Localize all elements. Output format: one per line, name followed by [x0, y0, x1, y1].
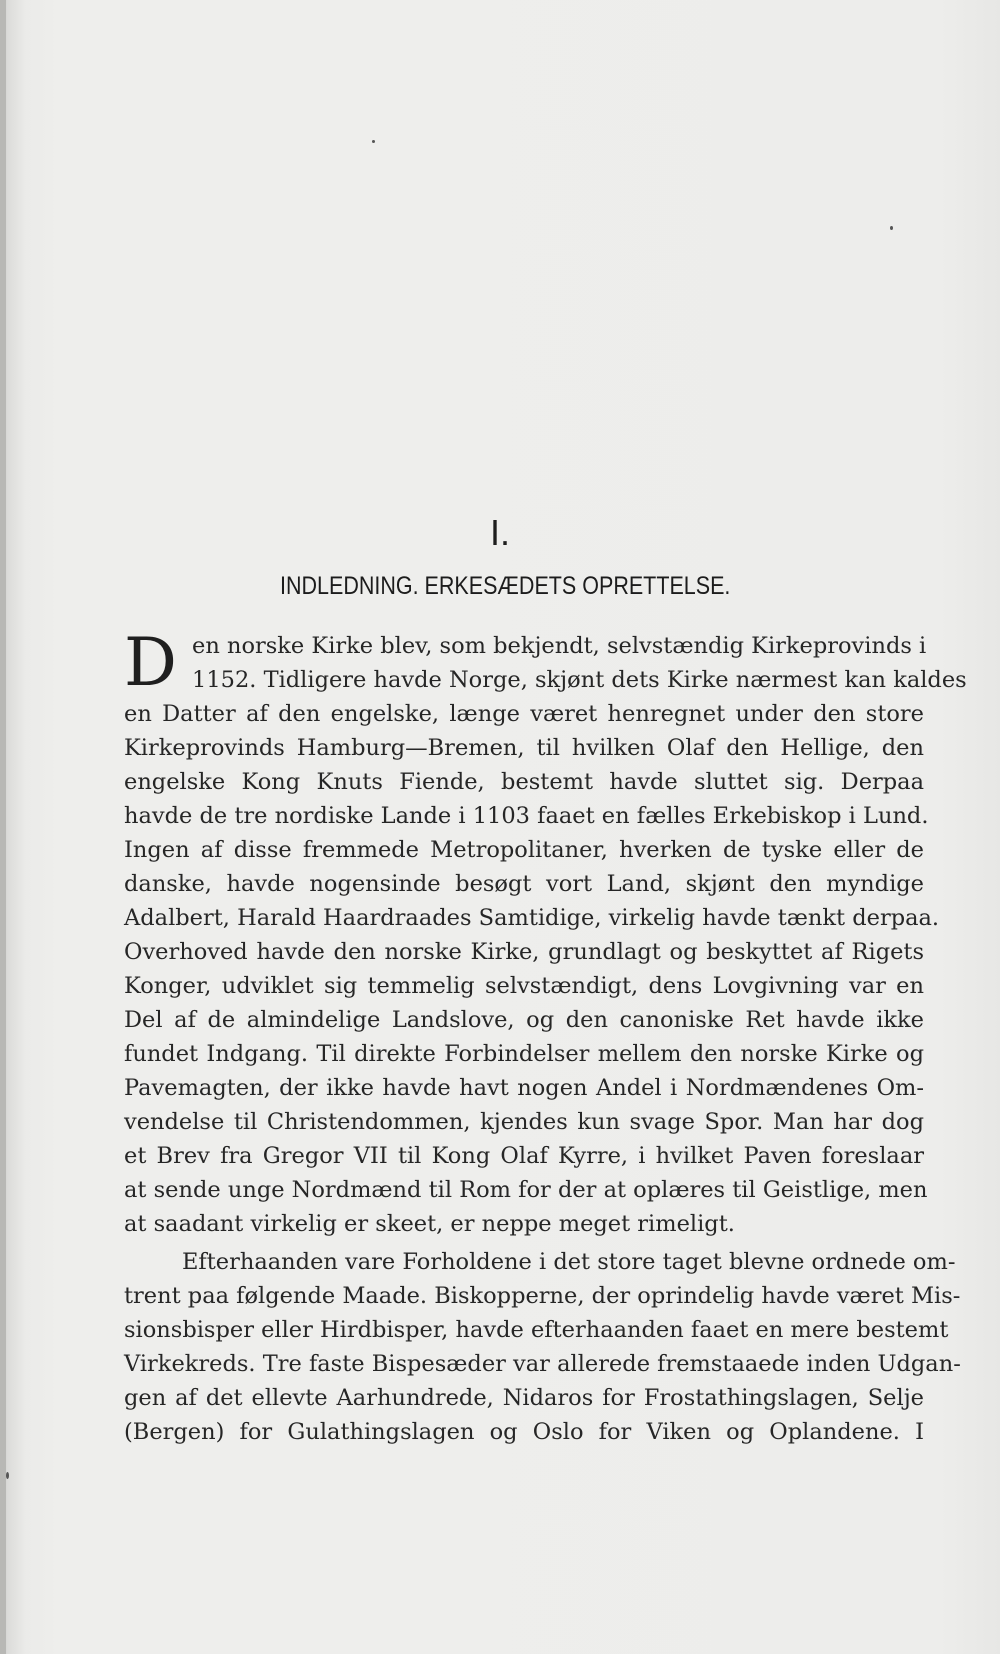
scan-speck: [890, 226, 893, 230]
text-line: Overhoved havde den norske Kirke, grundlagt og beskyttet af Rigets: [124, 939, 924, 965]
text-line: en Datter af den engelske, længe været henregnet under den store: [124, 701, 924, 727]
chapter-number: I.: [489, 512, 510, 553]
text-line: havde de tre nordiske Lande i 1103 faaet en fælles Erkebiskop i Lund.: [124, 803, 929, 829]
text-line: Kirkeprovinds Hamburg—Bremen, til hvilken Olaf den Hellige, den: [124, 735, 924, 761]
text-line: Adalbert, Harald Haardraades Samtidige, virkelig havde tænkt derpaa.: [124, 905, 940, 931]
text-line: engelske Kong Knuts Fiende, bestemt havde sluttet sig. Derpaa: [124, 769, 924, 795]
text-line: at sende unge Nordmænd til Rom for der at oplæres til Geistlige, men: [124, 1177, 928, 1203]
text-line: en norske Kirke blev, som bekjendt, selvstændig Kirkeprovinds i: [192, 633, 927, 659]
text-line: danske, havde nogensinde besøgt vort Land, skjønt den myndige: [124, 871, 924, 897]
text-line: at saadant virkelig er skeet, er neppe meget rimeligt.: [124, 1211, 735, 1237]
text-line: Del af de almindelige Landslove, og den canoniske Ret havde ikke: [124, 1007, 924, 1033]
text-line: Pavemagten, der ikke havde havt nogen Andel i Nordmændenes Om-: [124, 1075, 924, 1101]
text-line: et Brev fra Gregor VII til Kong Olaf Kyrre, i hvilket Paven foreslaar: [124, 1143, 924, 1169]
text-line: (Bergen) for Gulathingslagen og Oslo for Viken og Oplandene. I: [124, 1419, 924, 1445]
text-line: Konger, udviklet sig temmelig selvstændigt, dens Lovgivning var en: [124, 973, 924, 999]
text-line: trent paa følgende Maade. Biskopperne, der oprindelig havde været Mis-: [124, 1283, 961, 1309]
text-line: sionsbisper eller Hirdbisper, havde efterhaanden faaet en mere bestemt: [124, 1317, 949, 1343]
scan-speck: [372, 140, 375, 143]
text-line: gen af det ellevte Aarhundrede, Nidaros for Frostathingslagen, Selje: [124, 1385, 924, 1411]
chapter-title: INDLEDNING. ERKESÆDETS OPRETTELSE.: [280, 572, 731, 600]
text-line: Ingen af disse fremmede Metropolitaner, hverken de tyske eller de: [124, 837, 924, 863]
drop-cap: D: [124, 624, 177, 701]
scan-speck: [6, 1472, 9, 1479]
text-line: Virkekreds. Tre faste Bispesæder var allerede fremstaaede inden Udgan-: [124, 1351, 961, 1377]
text-line: fundet Indgang. Til direkte Forbindelser mellem den norske Kirke og: [124, 1041, 924, 1067]
text-line: vendelse til Christendommen, kjendes kun svage Spor. Man har dog: [124, 1109, 924, 1135]
page-spine-shadow: [0, 0, 6, 1654]
text-line: 1152. Tidligere havde Norge, skjønt dets Kirke nærmest kan kaldes: [192, 667, 967, 693]
text-line: Efterhaanden vare Forholdene i det store taget blevne ordnede om-: [182, 1249, 956, 1275]
